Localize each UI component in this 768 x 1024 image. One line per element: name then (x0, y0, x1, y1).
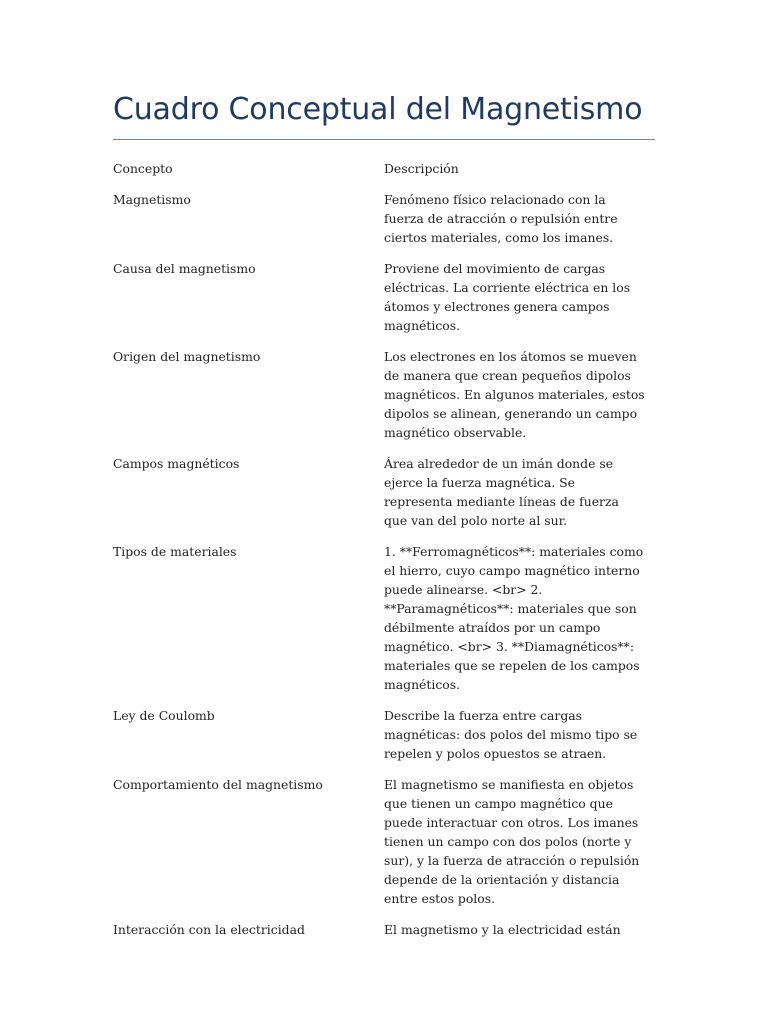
title-divider (113, 139, 655, 140)
table-row (113, 347, 653, 442)
description-cell: Proviene del movimiento de cargas eléctricas. La corriente eléctrica en los átomos y electrones genera campos magnéticos. (384, 261, 631, 333)
concept-cell: Tipos de materiales (113, 544, 237, 559)
description-cell: Fenómeno físico relacionado con la fuerza de atracción o repulsión entre ciertos materiales, como los imanes. (384, 192, 618, 245)
table-row (113, 190, 653, 247)
description-cell: 1. **Ferromagnéticos**: materiales como el hierro, cuyo campo magnético interno puede alinearse. <br> 2. **Paramagnéticos**: materiales que son débilmente atraídos por un campo magnético. <br> 3. **Diamagnéticos**: materiales que se repelen de los campos magnéticos. (384, 544, 644, 692)
description-cell: Los electrones en los átomos se mueven de manera que crean pequeños dipolos magnéticos. En algunos materiales, estos dipolos se alinean, generando un campo magnético observable. (384, 349, 645, 440)
concept-cell: Origen del magnetismo (113, 349, 261, 364)
concept-cell: Ley de Coulomb (113, 708, 215, 723)
table-header-row (113, 159, 653, 178)
concept-table (113, 159, 653, 951)
concept-cell: Causa del magnetismo (113, 261, 256, 276)
table-row (113, 706, 653, 763)
description-cell: Describe la fuerza entre cargas magnéticas: dos polos del mismo tipo se repelen y polos opuestos se atraen. (384, 708, 638, 761)
table-row (113, 454, 653, 530)
table-row (113, 542, 653, 694)
concept-cell: Comportamiento del magnetismo (113, 777, 323, 792)
header-description: Descripción (384, 161, 459, 176)
table-row (113, 259, 653, 335)
concept-cell: Magnetismo (113, 192, 191, 207)
page-title: Cuadro Conceptual del Magnetismo (113, 92, 643, 127)
header-concept: Concepto (113, 161, 173, 176)
table-row (113, 920, 653, 939)
table-row (113, 775, 653, 908)
concept-cell: Campos magnéticos (113, 456, 240, 471)
description-cell: El magnetismo se manifiesta en objetos que tienen un campo magnético que puede interactuar con otros. Los imanes tienen un campo con dos polos (norte y sur), y la fuerza de atracción o repulsión depende de la orientación y distancia entre estos polos. (384, 777, 640, 906)
description-cell: El magnetismo y la electricidad están (384, 922, 621, 937)
concept-cell: Interacción con la electricidad (113, 922, 305, 937)
description-cell: Área alrededor de un imán donde se ejerce la fuerza magnética. Se representa mediante líneas de fuerza que van del polo norte al sur. (384, 456, 619, 528)
